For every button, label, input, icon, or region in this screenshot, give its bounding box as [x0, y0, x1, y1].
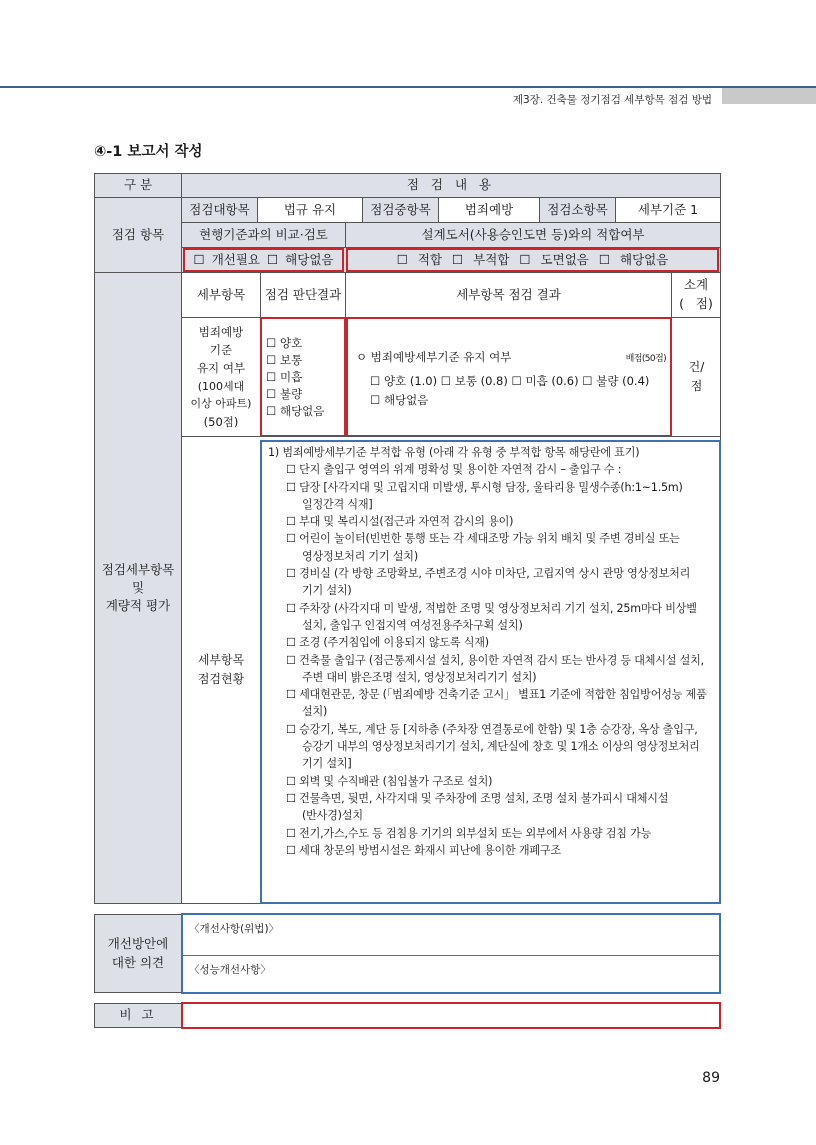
status-label-cell [182, 437, 260, 903]
page-number: 89 [702, 1070, 720, 1086]
judge-poor[interactable]: ☐ 불량 [266, 387, 303, 401]
item-line3: 유지 여부 [196, 361, 246, 376]
list-line[interactable]: ☐ 세대현관문, 창문 (「범죄예방 건축기준 고시」 별표1 기준에 적합한 침입방어성능 제품 [286, 688, 707, 702]
subtotal-cell [672, 318, 721, 436]
item-line1: 범죄예방 [198, 324, 244, 339]
judge-na[interactable]: ☐ 해당없음 [266, 404, 325, 418]
list-line[interactable]: ☐ 건축물 출입구 (접근통제시설 설치, 용이한 자연적 감시 또는 반사경 등 대체시설 설치, [286, 653, 705, 667]
sub-item-result-header: 세부항목 점검 결과 [345, 272, 672, 318]
list-line: 영상정보처리 기기 설치) [302, 549, 418, 563]
header-tab [722, 88, 816, 104]
subtotal-label: 소계 [683, 277, 709, 293]
subtotal-header [671, 272, 721, 318]
list-line[interactable]: ☐ 세대 창문의 방범시설은 화재시 피난에 용이한 개폐구조 [286, 843, 561, 857]
improvement-label-line2: 대한 의견 [111, 954, 165, 970]
status-label-line2: 점검현황 [197, 672, 245, 686]
item-line2: 기준 [209, 343, 233, 358]
minor-item-value: 세부기준 1 [615, 197, 721, 223]
major-item-label: 점검대항목 [181, 197, 258, 223]
item-line4: (100세대 [197, 379, 245, 393]
subtotal-points: ( 점) [679, 296, 713, 311]
detailed-eval-label [94, 272, 182, 904]
list-line[interactable]: ☐ 외벽 및 수직배관 (침입불가 구조로 설치) [286, 774, 493, 788]
result-na-option[interactable]: ☐ 해당없음 [370, 393, 429, 407]
subtotal-score: 점 [690, 379, 703, 393]
list-line: 주변 대비 밝은조명 설치, 영상정보처리기기 설치) [302, 670, 537, 684]
remark-field[interactable] [181, 1002, 721, 1029]
improvement-label-line1: 개선방안에 [107, 936, 169, 952]
performance-improvement-label: 〈성능개선사항〉 [189, 964, 271, 976]
list-line: 기기 설치] [302, 757, 352, 771]
list-line[interactable]: ☐ 부대 및 복리시설(접근과 자연적 감시의 용이) [286, 515, 514, 529]
list-line[interactable]: ☐ 단지 출입구 영역의 위계 명확성 및 용이한 자연적 감시 – 출입구 수 : [286, 463, 622, 477]
list-line: 기기 설치) [302, 584, 352, 598]
judge-good[interactable]: ☐ 양호 [266, 336, 303, 350]
list-line: 설치, 출입구 인접지역 여성전용주차구획 설치) [302, 618, 523, 632]
improvement-opinion-label [94, 914, 182, 993]
nonconformity-list-box [260, 440, 721, 904]
legal-improvement-label: 〈개선사항(위법)〉 [189, 923, 280, 935]
list-line[interactable]: ☐ 전기,가스,수도 등 검침용 기기의 외부설치 또는 외부에서 사용량 검침 가능 [286, 826, 652, 840]
inspection-content-header: 점 검 내 용 [181, 173, 721, 198]
remark-label: 비 고 [94, 1003, 182, 1028]
eval-label-line2: 및 [131, 579, 145, 595]
judge-average[interactable]: ☐ 보통 [266, 353, 303, 367]
subtotal-count: 건/ [688, 359, 705, 374]
list-line[interactable]: ☐ 어린이 놀이터(빈번한 통행 또는 각 세대조망 가능 위치 배치 및 주변 경비실 또는 [286, 532, 680, 546]
list-line[interactable]: ☐ 경비실 (각 방향 조망확보, 주변조경 시야 미차단, 고립지역 상시 관망 영상정보처리 [286, 567, 691, 581]
status-label-line1: 세부항목 [197, 652, 245, 667]
result-checkbox-group[interactable] [346, 317, 672, 437]
nonconformity-list [268, 444, 717, 859]
header-rule [0, 86, 816, 88]
list-line[interactable]: ☐ 담장 [사각지대 및 고립지대 미발생, 투시형 담장, 울타리용 밀생수종(h:1~1.5m) [286, 480, 683, 494]
improvement-needed-checkboxes[interactable]: ☐ 개선필요 ☐ 해당없음 [183, 248, 344, 272]
section-title: ④-1 보고서 작성 [94, 144, 203, 160]
design-doc-compliance: 설계도서(사용승인도면 등)와의 적합여부 [345, 222, 721, 248]
eval-label-line3: 계량적 평가 [105, 598, 171, 614]
gubun-header: 구 분 [94, 173, 182, 198]
middle-item-label: 점검중항목 [362, 197, 439, 223]
improvement-divider [183, 955, 719, 956]
list-line: 1) 범죄예방세부기준 부적합 유형 (아래 각 유형 중 부적합 항목 해당란에 표기) [268, 446, 640, 459]
crime-prevention-item [181, 318, 261, 436]
judge-insufficient[interactable]: ☐ 미흡 [266, 370, 303, 384]
list-line: 설치) [302, 705, 328, 719]
judgement-checkbox-group[interactable] [260, 317, 346, 437]
result-grade-options[interactable]: ☐ 양호 (1.0) ☐ 보통 (0.8) ☐ 미흡 (0.6) ☐ 불량 (0.4) [370, 374, 650, 388]
major-item-value: 법규 유지 [257, 197, 363, 223]
list-line[interactable]: ☐ 승강기, 복도, 계단 등 [지하층 (주차장 연결통로에 한함) 및 1층 승강장, 옥상 출입구, [286, 722, 698, 736]
list-line: (반사경)설치 [302, 809, 363, 823]
compliance-checkboxes[interactable]: ☐ 적합 ☐ 부적합 ☐ 도면없음 ☐ 해당없음 [346, 248, 719, 272]
minor-item-label: 점검소항목 [539, 197, 616, 223]
list-line[interactable]: ☐ 건물측면, 뒷면, 사각지대 및 주차장에 조명 설치, 조명 설치 불가피시 대체시설 [286, 791, 669, 805]
result-title: ㅇ 범죄예방세부기준 유지 여부 [356, 350, 512, 364]
list-line[interactable]: ☐ 주차장 (사각지대 미 발생, 적법한 조명 및 영상정보처리 기기 설치, 25m마다 비상벨 [286, 601, 697, 615]
item-line5: 이상 아파트) [190, 397, 252, 411]
improvement-opinion-box[interactable] [181, 913, 721, 994]
item-line6: (50점) [203, 414, 239, 429]
eval-label-line1: 점검세부항목 [101, 561, 175, 577]
list-line[interactable]: ☐ 조경 (주거침입에 이용되지 않도록 식재) [286, 636, 489, 650]
score-note: 배점(50점) [625, 354, 666, 364]
list-line: 승강기 내부의 영상정보처리기기 설치, 계단실에 창호 및 1개소 이상의 영상정보처리 [302, 740, 700, 754]
middle-item-value: 범죄예방 [438, 197, 540, 223]
inspection-item-label: 점검 항목 [94, 197, 182, 273]
sub-item-header: 세부항목 [181, 272, 261, 318]
list-line: 일정간격 식재] [302, 497, 373, 511]
judgement-header: 점검 판단결과 [260, 272, 346, 318]
current-standard-compare: 현행기준과의 비교·검토 [181, 222, 346, 248]
chapter-header: 제3장. 건축물 정기점검 세부항목 점검 방법 [512, 94, 712, 106]
